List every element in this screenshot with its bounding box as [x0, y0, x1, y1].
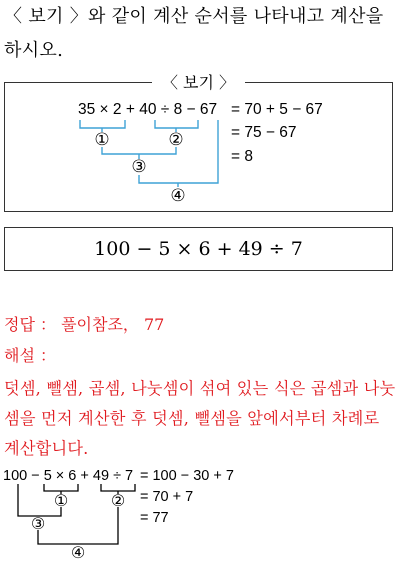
example-op-2: −: [182, 101, 200, 118]
marker-1: ①: [94, 130, 110, 149]
problem-box: [4, 227, 393, 271]
example-box: [4, 73, 393, 212]
bracket-1: [80, 120, 125, 128]
work-step-1: = 100 − 30 + 7: [140, 468, 234, 484]
work-bracket-4: [38, 507, 118, 544]
bracket-3: [102, 147, 176, 154]
work-marker-2: ②: [110, 493, 126, 510]
work-step-3: = 77: [140, 510, 169, 526]
marker-2: ②: [168, 130, 184, 149]
example-term-3: 67: [199, 101, 218, 118]
work-op-1: +: [76, 468, 93, 484]
bracket-2: [155, 120, 198, 128]
work-step-2: = 70 + 7: [140, 489, 194, 505]
example-step-2: = 75 − 67: [231, 124, 297, 141]
work-marker-1: ①: [53, 493, 69, 510]
work-bracket-2: [101, 484, 135, 491]
example-title: 〈 보기 〉: [152, 73, 245, 92]
problem-expression: 100 − 5 × 6 + 49 ÷ 7: [94, 238, 303, 260]
svg-text:35 × 2 + 40 ÷ 8 − 67: [78, 101, 217, 118]
svg-text:100 − 5 × 6 + 49 ÷ 7: [3, 468, 133, 484]
work-term-2: 49 ÷ 7: [92, 468, 134, 484]
answer-line: 정답 ： 풀이참조， 77: [4, 315, 165, 334]
work-marker-3: ③: [30, 516, 46, 533]
question-text: 〈 보기 〉와 같이 계산 순서를 나타내고 계산을 하시오.: [4, 6, 384, 61]
example-diagram: [5, 83, 394, 213]
work-term-1: 5 × 6: [43, 468, 77, 484]
marker-3: ③: [131, 157, 147, 176]
example-op-1: +: [121, 101, 140, 118]
example-term-2: 40 ÷ 8: [139, 101, 183, 118]
explanation-text: 덧셈, 뺄셈, 곱셈, 나눗셈이 섞여 있는 식은 곱셈과 나눗셈을 먼저 계산한 후 덧셈, 뺄셈을 앞에서부터 차례로 계산합니다.: [4, 379, 396, 458]
example-term-1: 35 × 2: [78, 101, 122, 118]
work-term-0: 100 −: [3, 468, 44, 484]
marker-4: ④: [170, 186, 186, 205]
example-step-1: = 70 + 5 − 67: [231, 101, 323, 118]
work-marker-4: ④: [70, 545, 86, 562]
work-bracket-1: [44, 484, 78, 491]
example-step-3: = 8: [231, 148, 253, 165]
explanation-label: 해설 ：: [4, 346, 56, 365]
solution-diagram: [0, 460, 400, 562]
